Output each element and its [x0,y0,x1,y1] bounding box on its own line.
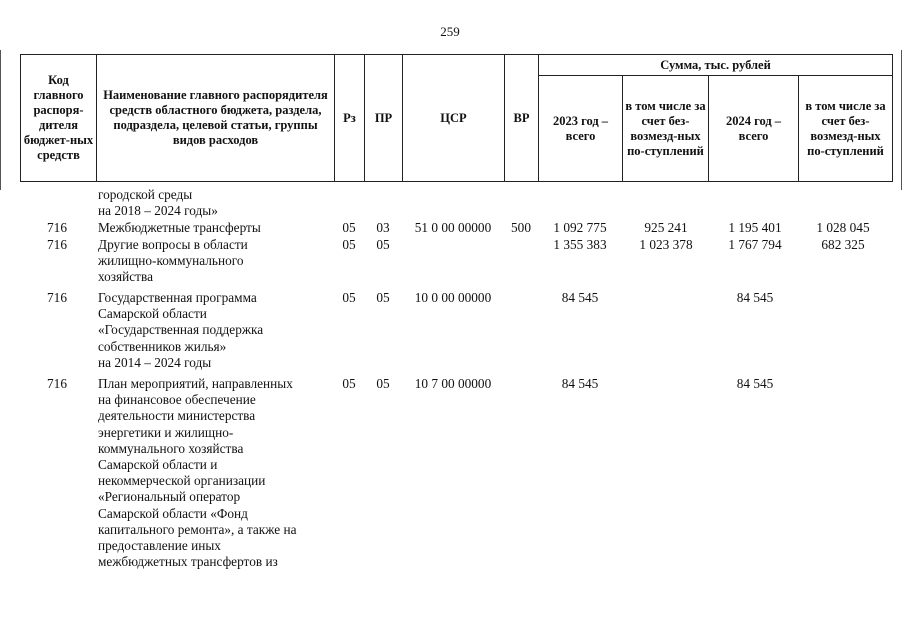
row-sum-2024: 84 545 [736,376,774,391]
header-csr: ЦСР [403,55,505,182]
row-code: 716 [47,220,67,235]
row-name [98,376,330,570]
row-rz: 05 [342,376,356,391]
row-code: 716 [47,290,67,305]
row-pr: 05 [376,376,390,391]
row-name [98,220,330,236]
row-name [98,187,330,219]
table-row [0,237,905,286]
row-name-line: на 2018 – 2024 годы» [98,203,218,219]
row-free-2024: 682 325 [821,237,865,252]
row-code: 716 [47,376,67,391]
frame-right-border [901,50,902,190]
header-2024-total: 2024 год – всего [709,76,799,182]
row-free-2024: 1 028 045 [816,220,870,235]
row-name-line: капитального ремонта», а также на [98,521,297,537]
row-sum-2024: 1 195 401 [728,220,782,235]
row-name-line: Самарской области [98,306,207,322]
table-row [0,187,905,219]
row-name-line: жилищно-коммунального [98,253,244,269]
row-sum-2023: 1 355 383 [553,237,607,252]
row-name [98,290,330,371]
row-name-line: энергетики и жилищно- [98,424,234,440]
table-row [0,220,905,236]
header-pr: ПР [365,55,403,182]
header-code: Код главного распоря-дителя бюджет-ных средств [21,55,97,182]
row-code: 716 [47,237,67,252]
row-vr: 500 [511,220,531,235]
row-csr: 10 7 00 00000 [414,376,492,391]
row-csr: 51 0 00 00000 [414,220,492,235]
header-name: Наименование главного распорядителя средств областного бюджета, раздела, подраздела, целевой статьи, группы видов расходов [97,55,335,182]
row-rz: 05 [342,237,356,252]
row-name-line: на 2014 – 2024 годы [98,354,212,370]
row-rz: 05 [342,290,356,305]
header-rz: Рз [335,55,365,182]
header-2023-total: 2023 год – всего [539,76,623,182]
header-2023-free: в том числе за счет без-возмезд-ных по-ступлений [623,76,709,182]
row-name-line: межбюджетных трансфертов из [98,554,278,570]
table-header [20,54,893,182]
row-pr: 05 [376,290,390,305]
row-name-line: «Государственная поддержка [98,322,264,338]
row-name-line: Государственная программа [98,290,257,305]
page-number: 259 [440,24,460,39]
row-csr: 10 0 00 00000 [414,290,492,305]
row-name-line: Самарской области «Фонд [98,505,248,521]
row-pr: 03 [376,220,390,235]
row-sum-2023: 1 092 775 [553,220,607,235]
table-row [0,376,905,570]
header-vr: ВР [505,55,539,182]
row-name [98,237,330,286]
row-rz: 05 [342,220,356,235]
row-name-line: хозяйства [98,269,153,285]
frame-left-border [0,50,1,190]
row-sum-2024: 1 767 794 [728,237,782,252]
row-name-line: Межбюджетные трансферты [98,220,261,235]
row-name-line: собственников жилья» [98,338,227,354]
row-name-line: Другие вопросы в области [98,237,248,252]
table-row [0,290,905,371]
row-sum-2024: 84 545 [736,290,774,305]
row-name-line: коммунального хозяйства [98,440,244,456]
row-name-line: План мероприятий, направленных [98,376,293,391]
row-name-line: городской среды [98,187,193,202]
row-name-line: деятельности министерства [98,408,256,424]
header-sum-group: Сумма, тыс. рублей [539,55,893,76]
row-name-line: на финансовое обеспечение [98,392,256,408]
row-name-line: «Региональный оператор [98,489,241,505]
row-name-line: некоммерческой организации [98,473,266,489]
row-sum-2023: 84 545 [561,290,599,305]
row-name-line: предоставление иных [98,538,221,554]
row-free-2023: 1 023 378 [639,237,693,252]
row-pr: 05 [376,237,390,252]
header-2024-free: в том числе за счет без-возмезд-ных по-ступлений [799,76,893,182]
row-name-line: Самарской области и [98,457,218,473]
row-sum-2023: 84 545 [561,376,599,391]
row-free-2023: 925 241 [644,220,688,235]
